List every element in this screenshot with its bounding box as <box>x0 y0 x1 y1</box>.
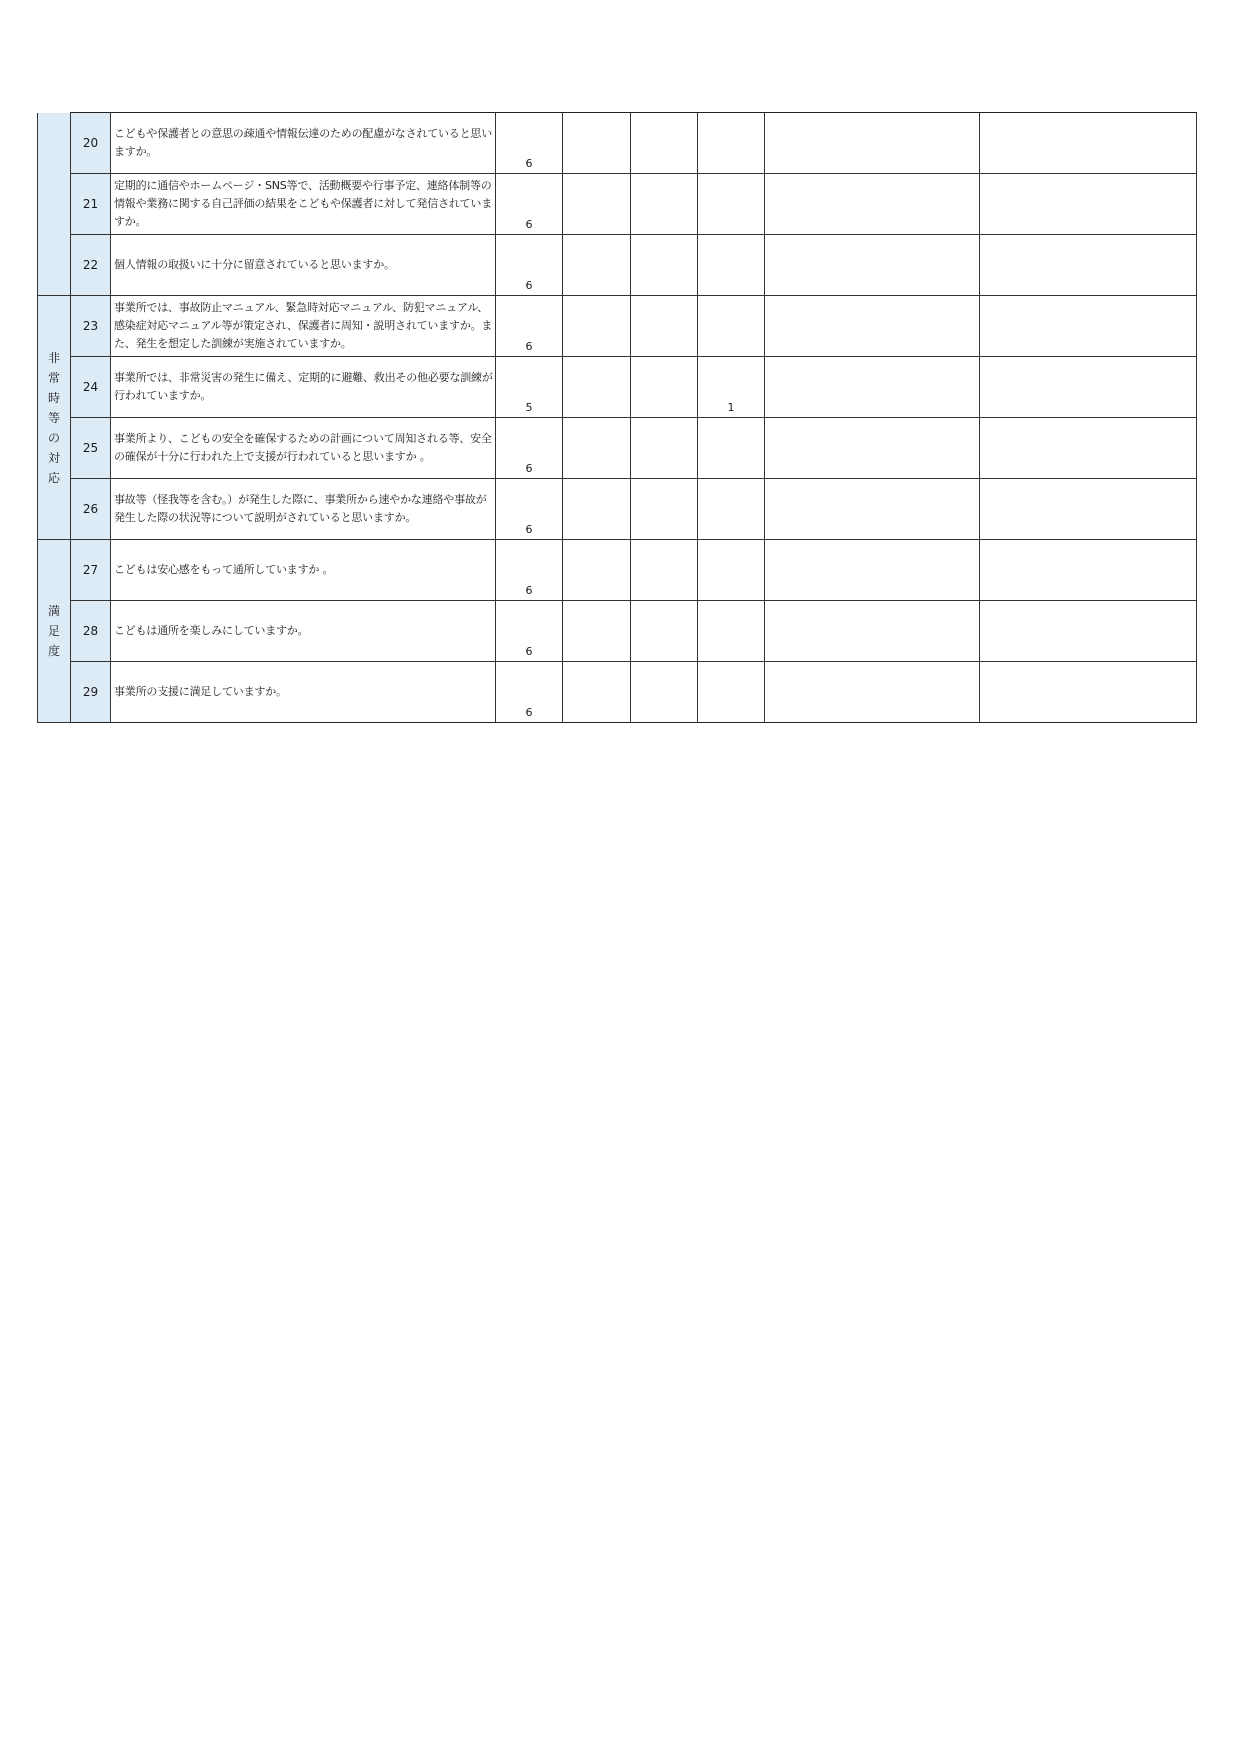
table-row <box>38 235 1197 296</box>
answer-count-cell <box>563 235 631 296</box>
question-text-cell <box>111 357 496 418</box>
question-number: 27 <box>71 540 111 601</box>
question-text: こどもは安心感をもって通所していますか 。 <box>114 563 334 576</box>
opinion-cell <box>765 296 980 357</box>
answer-count-cell <box>631 235 698 296</box>
response-cell <box>980 174 1197 235</box>
response-cell <box>980 540 1197 601</box>
question-number: 22 <box>71 235 111 296</box>
answer-count-cell <box>496 357 563 418</box>
answer-count: 5 <box>525 401 533 414</box>
question-text: こどもは通所を楽しみにしていますか。 <box>114 624 309 637</box>
answer-count-cell <box>631 296 698 357</box>
survey-table-body <box>38 113 1197 723</box>
answer-count-cell <box>496 601 563 662</box>
question-text-cell <box>111 235 496 296</box>
category-cell <box>38 296 71 540</box>
question-text-cell <box>111 601 496 662</box>
question-text: 事故等（怪我等を含む。）が発生した際に、事業所から速やかな連絡や事故が発生した際の状況等について説明がされていると思いますか。 <box>114 493 487 524</box>
answer-count-cell <box>496 540 563 601</box>
answer-count-cell <box>563 540 631 601</box>
answer-count-cell <box>631 174 698 235</box>
answer-count-cell <box>698 113 765 174</box>
opinion-cell <box>765 113 980 174</box>
opinion-cell <box>765 235 980 296</box>
answer-count: 6 <box>525 584 533 597</box>
question-text: 定期的に通信やホームページ・SNS等で、活動概要や行事予定、連絡体制等の情報や業務に関する自己評価の結果をこどもや保護者に対して発信されていますか。 <box>114 179 492 228</box>
question-text-cell <box>111 662 496 723</box>
answer-count-cell <box>496 174 563 235</box>
question-text: 事業所の支援に満足していますか。 <box>114 685 287 698</box>
table-row <box>38 357 1197 418</box>
answer-count-cell <box>563 296 631 357</box>
question-number: 24 <box>71 357 111 418</box>
question-text-cell <box>111 418 496 479</box>
response-cell <box>980 479 1197 540</box>
table-row <box>38 540 1197 601</box>
table-row <box>38 601 1197 662</box>
response-cell <box>980 235 1197 296</box>
question-number: 20 <box>71 113 111 174</box>
response-cell <box>980 662 1197 723</box>
question-text-cell <box>111 479 496 540</box>
question-text: 個人情報の取扱いに十分に留意されていると思いますか。 <box>114 258 395 271</box>
table-row <box>38 662 1197 723</box>
answer-count-cell <box>496 235 563 296</box>
question-number: 29 <box>71 662 111 723</box>
answer-count-cell <box>698 357 765 418</box>
table-row <box>38 418 1197 479</box>
answer-count-cell <box>631 357 698 418</box>
table-row <box>38 113 1197 174</box>
answer-count: 6 <box>525 706 533 719</box>
question-text-cell <box>111 540 496 601</box>
table-row <box>38 174 1197 235</box>
response-cell <box>980 113 1197 174</box>
answer-count-cell <box>631 601 698 662</box>
answer-count-cell <box>563 601 631 662</box>
opinion-cell <box>765 479 980 540</box>
answer-count: 1 <box>727 401 735 414</box>
answer-count-cell <box>698 418 765 479</box>
question-text: 事業所では、非常災害の発生に備え、定期的に避難、救出その他必要な訓練が行われていますか。 <box>114 371 493 402</box>
answer-count-cell <box>563 357 631 418</box>
answer-count-cell <box>496 113 563 174</box>
answer-count-cell <box>698 479 765 540</box>
response-cell <box>980 601 1197 662</box>
question-text-cell <box>111 113 496 174</box>
answer-count-cell <box>563 662 631 723</box>
question-number: 28 <box>71 601 111 662</box>
question-text: 事業所では、事故防止マニュアル、緊急時対応マニュアル、防犯マニュアル、感染症対応マニュアル等が策定され、保護者に周知・説明されていますか。また、発生を想定した訓練が実施されていますか。 <box>114 301 493 350</box>
answer-count-cell <box>496 662 563 723</box>
category-cell <box>38 540 71 723</box>
category-label: 満足度 <box>47 604 60 658</box>
answer-count: 6 <box>525 523 533 536</box>
question-number: 25 <box>71 418 111 479</box>
category-cell <box>38 113 71 296</box>
answer-count-cell <box>698 662 765 723</box>
answer-count-cell <box>631 540 698 601</box>
answer-count-cell <box>631 479 698 540</box>
answer-count: 6 <box>525 279 533 292</box>
answer-count-cell <box>698 540 765 601</box>
answer-count-cell <box>563 174 631 235</box>
answer-count-cell <box>496 418 563 479</box>
table-row <box>38 296 1197 357</box>
answer-count-cell <box>563 113 631 174</box>
answer-count-cell <box>631 662 698 723</box>
question-text-cell <box>111 296 496 357</box>
question-number: 26 <box>71 479 111 540</box>
question-text: こどもや保護者との意思の疎通や情報伝達のための配慮がなされていると思いますか。 <box>114 127 492 158</box>
question-text-cell <box>111 174 496 235</box>
answer-count-cell <box>631 113 698 174</box>
opinion-cell <box>765 174 980 235</box>
table-row <box>38 479 1197 540</box>
response-cell <box>980 357 1197 418</box>
answer-count-cell <box>496 296 563 357</box>
opinion-cell <box>765 418 980 479</box>
survey-table <box>37 112 1197 723</box>
response-cell <box>980 296 1197 357</box>
answer-count-cell <box>563 479 631 540</box>
question-text: 事業所より、こどもの安全を確保するための計画について周知される等、安全の確保が十分に行われた上で支援が行われていると思いますか 。 <box>114 432 492 463</box>
opinion-cell <box>765 662 980 723</box>
answer-count: 6 <box>525 340 533 353</box>
answer-count: 6 <box>525 462 533 475</box>
opinion-cell <box>765 357 980 418</box>
answer-count-cell <box>631 418 698 479</box>
question-number: 23 <box>71 296 111 357</box>
opinion-cell <box>765 601 980 662</box>
answer-count-cell <box>698 296 765 357</box>
response-cell <box>980 418 1197 479</box>
answer-count-cell <box>698 235 765 296</box>
opinion-cell <box>765 540 980 601</box>
category-label: 非常時等の対応 <box>47 350 60 485</box>
answer-count-cell <box>496 479 563 540</box>
question-number: 21 <box>71 174 111 235</box>
answer-count: 6 <box>525 645 533 658</box>
answer-count: 6 <box>525 218 533 231</box>
answer-count-cell <box>698 174 765 235</box>
answer-count-cell <box>563 418 631 479</box>
answer-count: 6 <box>525 157 533 170</box>
answer-count-cell <box>698 601 765 662</box>
